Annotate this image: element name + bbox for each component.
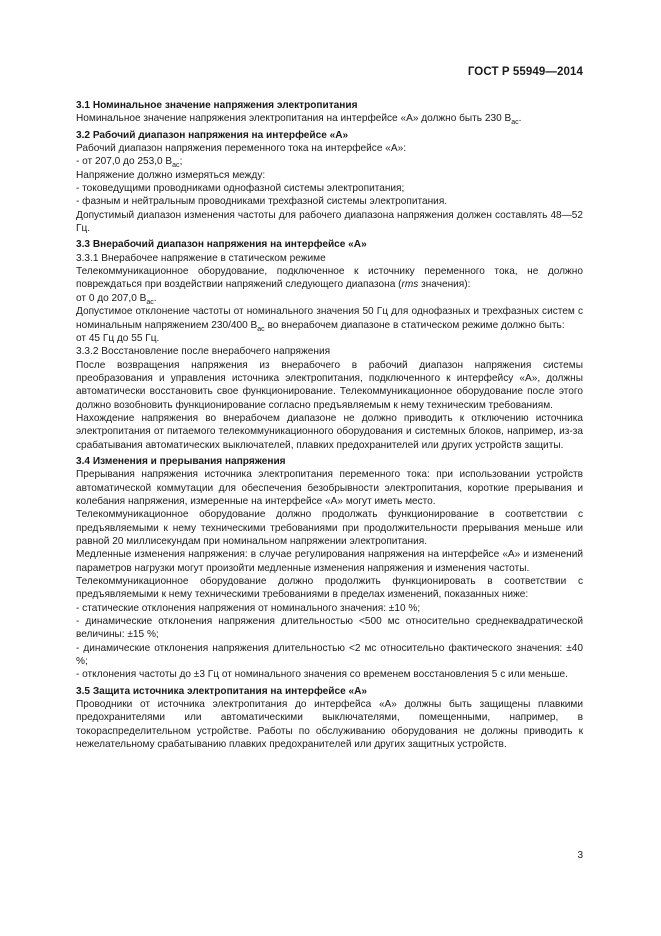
paragraph: Напряжение должно измеряться между:: [76, 169, 266, 181]
paragraph: Телекоммуникационное оборудование, подключенное к источнику переменного тока, не должно повреждаться при воздействии напряжений следующего диапазона (rms значения):: [76, 266, 583, 291]
paragraph: Номинальное значение напряжения электропитания на интерфейсе «А» должно быть 230 $В_{ас}$.: [76, 113, 522, 127]
document-body: [76, 96, 583, 752]
paragraph: Проводники от источника электропитания до интерфейса «А» должны быть защищены плавкими предохранителями или автоматическими выключателями, помещенными, например, в токораспределительном устройстве. Работы по обслуживанию оборудования не должны приводить к нежелательному срабатыванию плавких предохранителей или других защитных устройств.: [76, 699, 583, 751]
paragraph: Допустимый диапазон изменения частоты для рабочего диапазона напряжения должен составлять 48—52 Гц.: [76, 209, 583, 235]
paragraph: Медленные изменения напряжения: в случае регулирования напряжения на интерфейсе «А» и изменений параметров нагрузки могут произойти медленные изменения напряжения и изменения частоты.: [76, 549, 583, 574]
list-item: - динамические отклонения напряжения длительностью <2 мс относительно фактического значения: ±40 %;: [76, 642, 583, 668]
paragraph: Рабочий диапазон напряжения переменного тока на интерфейсе «А»:: [76, 143, 407, 155]
list-item: - токоведущими проводниками однофазной системы электропитания;: [76, 183, 405, 195]
list-item: - отклонения частоты до ±3 Гц от номинального значения со временем восстановления 5 с или меньше.: [76, 669, 568, 681]
paragraph: Прерывания напряжения источника электропитания переменного тока: при использовании устройств автоматической коммутации для обеспечения безобрывности электропитания, короткие прерывания и колебания напряжения, измеренные на интерфейсе «А» могут иметь место.: [76, 469, 583, 507]
subsection-3-3-2-title: 3.3.2 Восстановление после внерабочего напряжения: [76, 346, 331, 358]
paragraph: Телекоммуникационное оборудование должно продолжить функционировать в соответствии с предъявляемыми к нему техническими требованиями в пределах изменений, показанных ниже:: [76, 576, 583, 601]
section-3-4-title: 3.4 Изменения и прерывания напряжения: [76, 455, 286, 467]
paragraph: Телекоммуникационное оборудование должно продолжать функционирование в соответствии с предъявляемыми к нему техническими требованиями при продолжительности прерывания меньше или равной 20 миллисекундам при номинальном напряжении электропитания.: [76, 509, 583, 547]
list-item: - фазным и нейтральным проводниками трехфазной системы электропитания.: [76, 196, 448, 208]
paragraph: от 0 до 207,0 $В_{ас}$.: [76, 292, 157, 306]
section-3-2-title: 3.2 Рабочий диапазон напряжения на интерфейсе «А»: [76, 129, 349, 141]
paragraph: Нахождение напряжения во внерабочем диапазоне не должно приводить к отключению источника электропитания от питаемого телекоммуникационного оборудования и системных блоков, например, из-за срабатывания автоматических выключателей, плавких предохранителей или других устройств защиты.: [76, 412, 583, 451]
section-3-5-title: 3.5 Защита источника электропитания на интерфейсе «А»: [76, 685, 368, 697]
list-item: - статические отклонения напряжения от номинального значения: ±10 %;: [76, 602, 421, 614]
list-item: - динамические отклонения напряжения длительностью <500 мс относительно среднеквадратической величины: ±15 %;: [76, 616, 583, 641]
section-3-3-title: 3.3 Внерабочий диапазон напряжения на интерфейсе «А»: [76, 239, 367, 251]
page-number: 3: [577, 850, 583, 861]
paragraph: от 45 Гц до 55 Гц.: [76, 332, 160, 344]
subsection-3-3-1-title: 3.3.1 Внерабочее напряжение в статическом режиме: [76, 252, 326, 264]
list-item: - от 207,0 до 253,0 $В_{ас}$;: [76, 156, 183, 170]
paragraph: После возвращения напряжения из внерабочего в рабочий диапазон напряжения системы преобразования и управления источника электропитания, подключенного к интерфейсу «А», должны автоматически восстановить свое функционирование. Телекоммуникационное оборудование после этого должно возобновить функционирование согласно предъявляемым к нему техническим требованиям.: [76, 359, 583, 411]
section-3-1-title: 3.1 Номинальное значение напряжения электропитания: [76, 100, 358, 111]
document-number: ГОСТ Р 55949—2014: [467, 66, 583, 78]
paragraph: Допустимое отклонение частоты от номинального значения 50 Гц для однофазных и трехфазных систем с номинальным напряжением 230/400 $В_{ас}$ во внерабочем диапазоне в статическом режиме должно быть:: [76, 306, 583, 333]
